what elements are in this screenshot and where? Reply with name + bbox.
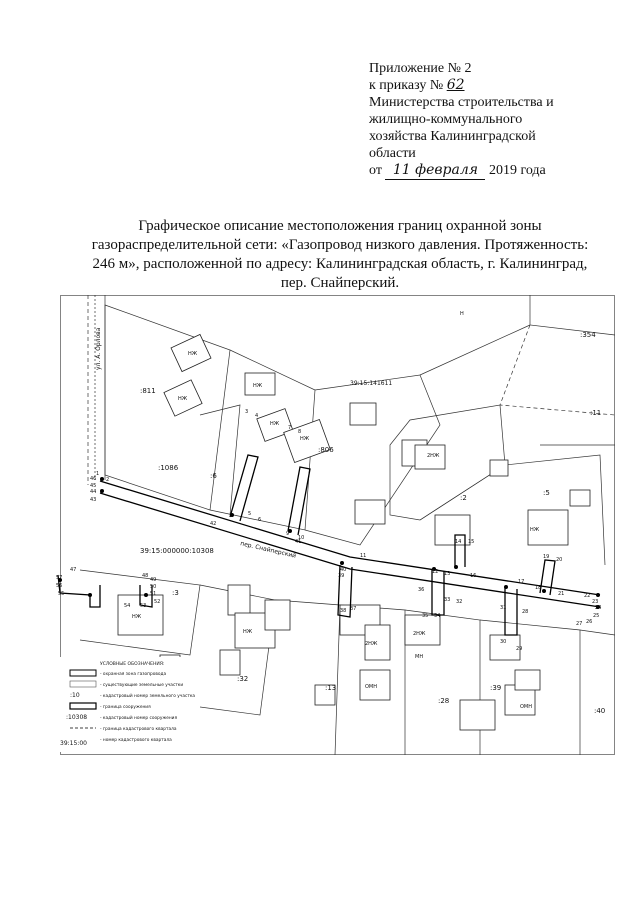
legend-title: УСЛОВНЫЕ ОБОЗНАЧЕНИЯ: [100,662,165,667]
point-label: 46 [90,476,97,482]
building-label: 2НЖ [365,641,378,647]
title-line-2: газораспределительной сети: «Газопровод низкого давления. Протяженность: [91,237,589,253]
annex-date-line [369,162,609,180]
parcel-label: :6 [210,472,217,480]
point-label: 45 [90,483,97,489]
building-label: 2НЖ [427,453,440,459]
building-label: Н [460,311,464,317]
point-label: 15 [468,539,475,545]
point-label: 2 [106,477,110,483]
point-label: 38 [340,608,347,614]
point-label: 24 [595,605,602,611]
parcel-label: :40 [594,707,606,715]
parcel-label: :806 [318,446,334,454]
point-label: 1 [96,471,100,477]
point-label: 34 [434,613,441,619]
point-label: 37 [350,606,357,612]
order-prefix: к приказу № [369,78,444,93]
legend-item [66,714,177,721]
annex-line-5: хозяйства Калининградской [369,129,536,144]
parcel-label: :13 [325,684,337,692]
building-label: МН [415,654,424,660]
point-label: 35 [422,613,429,619]
svg-text:- охранная зона газопровода: - охранная зона газопровода [100,672,167,677]
parcel-label: :811 [140,387,156,395]
building-label: НЖ [253,383,263,389]
svg-text:- граница сооружения: - граница сооружения [100,705,151,710]
point-label: 17 [518,579,525,585]
building-label: 2НЖ [413,631,426,637]
parcel-label: :5 [543,489,550,497]
point-label: 20 [556,557,563,563]
parcel-label: :28 [438,697,450,705]
point-label: 48 [142,573,149,579]
point-label: 27 [576,621,583,627]
point-label: 11 [360,553,367,559]
parcel-label: :1086 [158,464,179,472]
parcel-label: :354 [580,331,596,339]
parcel-label: :32 [237,675,249,683]
parcel-label: :11 [590,409,602,417]
building-label: НЖ [243,629,253,635]
turning-points [58,477,600,609]
point-label: 21 [558,591,565,597]
parcel-label: :39 [490,684,502,692]
street-vertical: ул. А. Орлова [95,327,102,370]
building-labels [132,311,540,710]
building-label: ОМН [365,684,378,690]
date-prefix: от [369,163,382,178]
point-label: 42 [210,521,217,527]
title-line-1: Графическое описание местоположения границ охранной зоны [138,218,542,234]
point-label: 29 [516,646,523,652]
building-label: НЖ [178,396,188,402]
point-label: 50 [150,584,157,590]
annex-line-1: Приложение № 2 [369,61,472,76]
map-legend [60,657,200,752]
parcel-label: :2 [460,494,467,502]
point-label: 54 [124,603,131,609]
svg-text:- граница кадастрового квартал: - граница кадастрового квартала [100,727,177,732]
point-label: 28 [522,609,529,615]
point-label: 39 [338,573,345,579]
title-line-3: 246 м», расположенной по адресу: Калининградская область, г. Калининград, [92,256,588,272]
building-label: НЖ [300,436,310,442]
point-label: 18 [535,585,542,591]
point-label: 26 [586,619,593,625]
building-label: НЖ [132,614,142,620]
point-label: 9 [286,531,290,537]
block-number: 39:15:141611 [350,380,393,387]
building-label: НЖ [270,421,280,427]
point-label: 33 [444,597,451,603]
point-label: 53 [140,603,147,609]
point-label: 12 [432,569,439,575]
annex-line-6: области [369,146,416,161]
quarter-number: 39:15:000000:10308 [140,547,214,555]
point-label: 30 [500,639,507,645]
point-label: 31 [500,605,507,611]
point-label: 55 [58,591,65,597]
point-label: 19 [543,554,550,560]
building-label: НЖ [188,351,198,357]
point-label: 13 [444,571,451,577]
annex-line-3: Министерства строительства и [369,95,554,110]
point-label: 22 [584,593,591,599]
point-label: 14 [455,539,462,545]
svg-text:- номер кадастрового квартала: - номер кадастрового квартала [100,738,172,743]
svg-text:- существующие земельные участ: - существующие земельные участки [100,683,184,688]
street-lane: пер. Снайперский [239,540,297,560]
annex-header [369,60,609,180]
point-label: 3 [245,409,249,415]
point-label: 23 [592,599,599,605]
point-label: 51 [150,591,157,597]
title-line-4: пер. Снайперский. [280,275,400,291]
point-label: 10 [298,535,305,541]
point-label: 40 [340,567,347,573]
point-label: 44 [90,489,97,495]
point-label: 32 [456,599,463,605]
point-label: 36 [418,587,425,593]
svg-text:39:15:00: 39:15:00 [60,740,87,747]
date-suffix: 2019 года [488,163,546,178]
point-label: 7 [288,425,292,431]
date-handwritten: 11 февраля [385,162,485,180]
point-label: 49 [150,577,157,583]
point-label: 52 [154,599,161,605]
cadastral-map [56,295,615,755]
point-label: 8 [298,429,302,435]
point-label: 25 [593,613,600,619]
svg-text::10: :10 [70,692,80,699]
annex-line-2 [369,77,609,94]
svg-text:- кадастровый номер земельного: - кадастровый номер земельного участка [100,694,196,699]
annex-line-4: жилищно-коммунального [369,112,523,127]
quarter-boundaries [88,295,615,485]
point-label: 41 [295,539,302,545]
point-label: 16 [470,573,477,579]
building-label: ОМН [520,704,533,710]
point-label: 47 [70,567,77,573]
point-label: 4 [255,413,259,419]
point-label: 57 [56,575,63,581]
parcel-label: :3 [172,589,179,597]
legend-item [70,670,166,677]
point-label: 6 [258,517,262,523]
order-number: 62 [446,77,465,93]
point-label: 56 [56,583,63,589]
building-label: НЖ [530,527,540,533]
point-label: 5 [248,511,252,517]
point-label: 43 [90,497,97,503]
svg-text:- кадастровый номер сооружения: - кадастровый номер сооружения [100,716,178,721]
svg-text::10308: :10308 [66,714,88,721]
document-title [70,217,610,293]
